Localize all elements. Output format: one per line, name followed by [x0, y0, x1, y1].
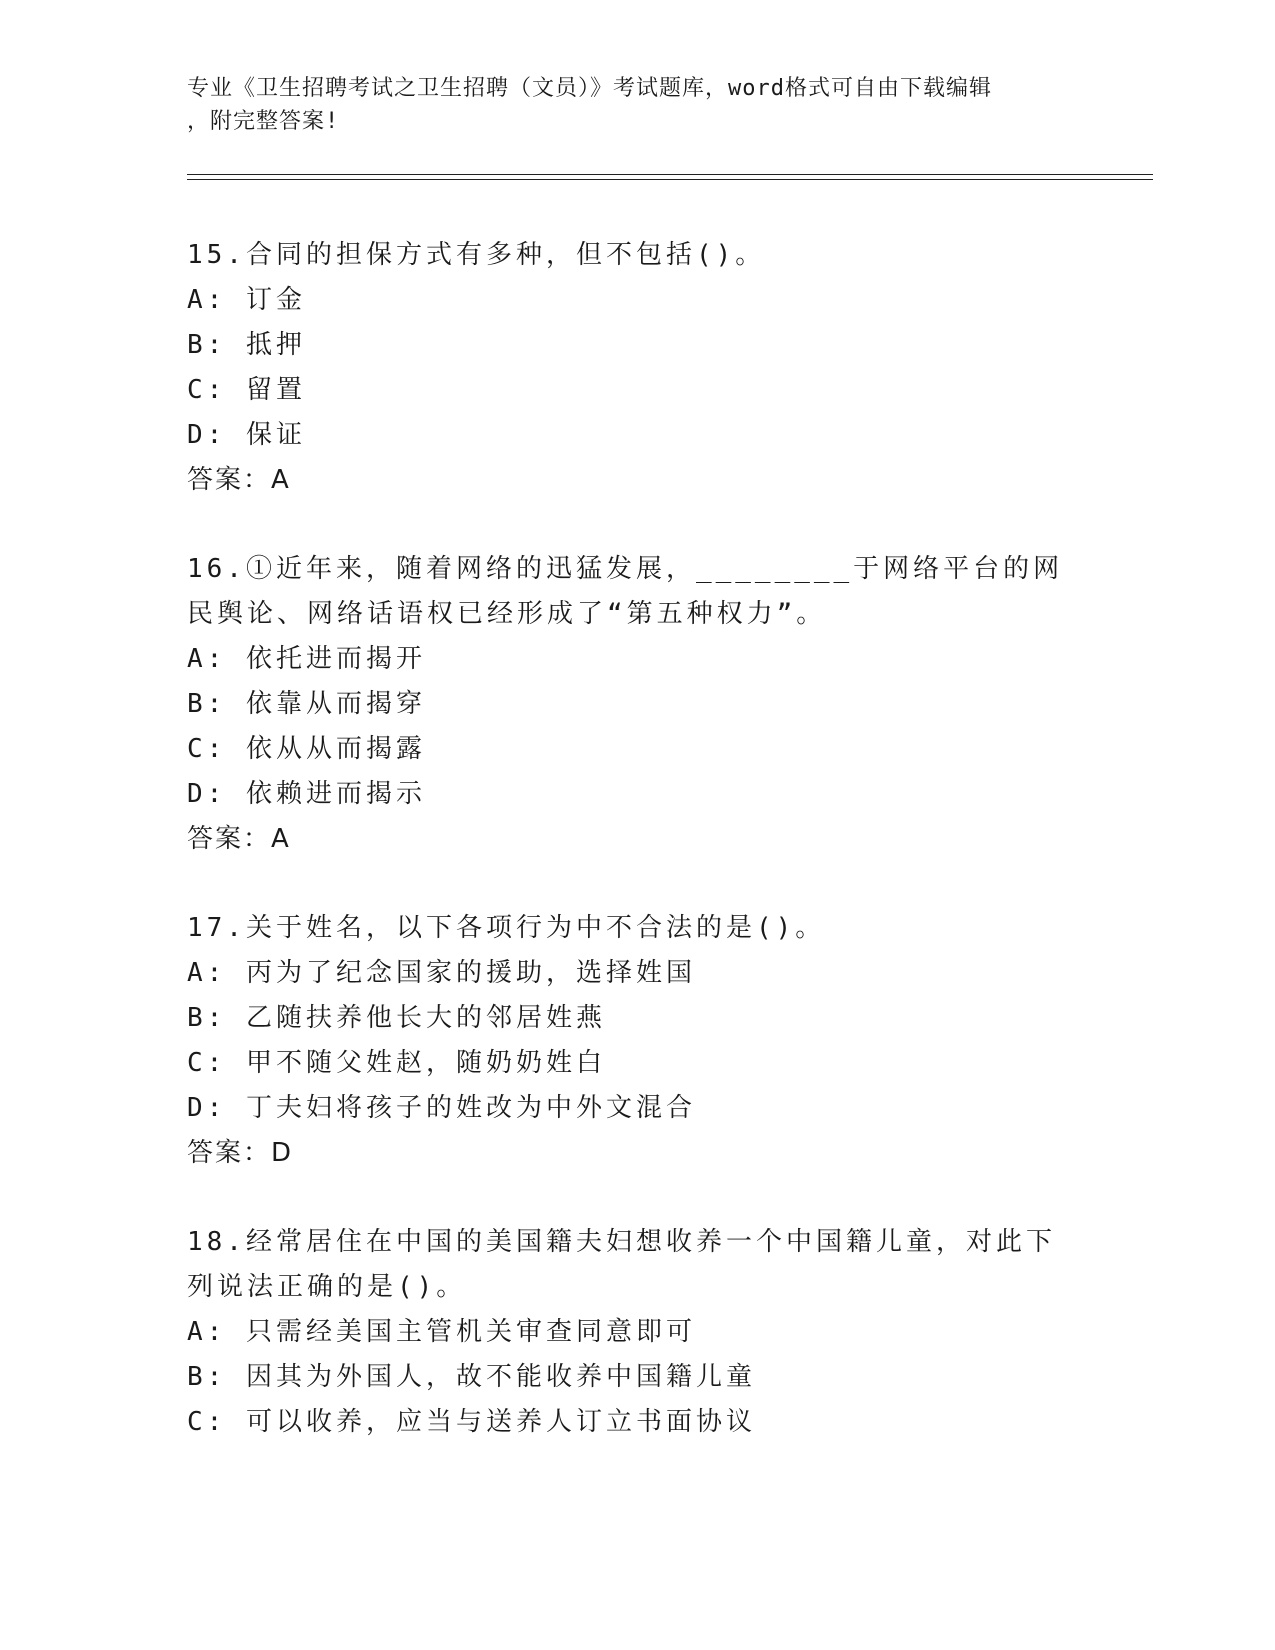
question-18 [187, 1220, 1087, 1445]
option-c: C: 甲不随父姓赵，随奶奶姓白 [187, 1048, 606, 1078]
header-divider-top [187, 174, 1153, 175]
option-a: A: 依托进而揭开 [187, 644, 426, 674]
header-divider-bottom [187, 179, 1153, 180]
answer-line: 答案：A [187, 465, 291, 495]
question-stem: 17.关于姓名，以下各项行为中不合法的是()。 [187, 913, 826, 943]
option-a: A: 订金 [187, 285, 306, 315]
answer-line: 答案：D [187, 1138, 294, 1168]
document-header [187, 72, 1067, 138]
option-c: C: 依从从而揭露 [187, 734, 426, 764]
question-stem: 18.经常居住在中国的美国籍夫妇想收养一个中国籍儿童，对此下列说法正确的是()。 [187, 1227, 1056, 1302]
option-d: D: 丁夫妇将孩子的姓改为中外文混合 [187, 1093, 696, 1123]
option-c: C: 可以收养，应当与送养人订立书面协议 [187, 1407, 756, 1437]
option-d: D: 保证 [187, 420, 306, 450]
header-line-2: ，附完整答案! [187, 109, 340, 134]
header-line-1: 专业《卫生招聘考试之卫生招聘（文员）》考试题库，word格式可自由下载编辑 [187, 76, 992, 101]
question-stem: 16.①近年来，随着网络的迅猛发展，________于网络平台的网民舆论、网络话语权已经形成了“第五种权力”。 [187, 554, 1064, 629]
option-b: B: 因其为外国人，故不能收养中国籍儿童 [187, 1362, 756, 1392]
option-b: B: 依靠从而揭穿 [187, 689, 426, 719]
option-b: B: 抵押 [187, 330, 306, 360]
question-15 [187, 233, 1087, 503]
answer-line: 答案：A [187, 824, 291, 854]
option-c: C: 留置 [187, 375, 306, 405]
option-b: B: 乙随扶养他长大的邻居姓燕 [187, 1003, 606, 1033]
question-16 [187, 547, 1087, 862]
question-list [187, 233, 1087, 1489]
question-stem: 15.合同的担保方式有多种，但不包括()。 [187, 240, 766, 270]
option-d: D: 依赖进而揭示 [187, 779, 426, 809]
question-17 [187, 906, 1087, 1176]
option-a: A: 只需经美国主管机关审查同意即可 [187, 1317, 696, 1347]
option-a: A: 丙为了纪念国家的援助，选择姓国 [187, 958, 696, 988]
